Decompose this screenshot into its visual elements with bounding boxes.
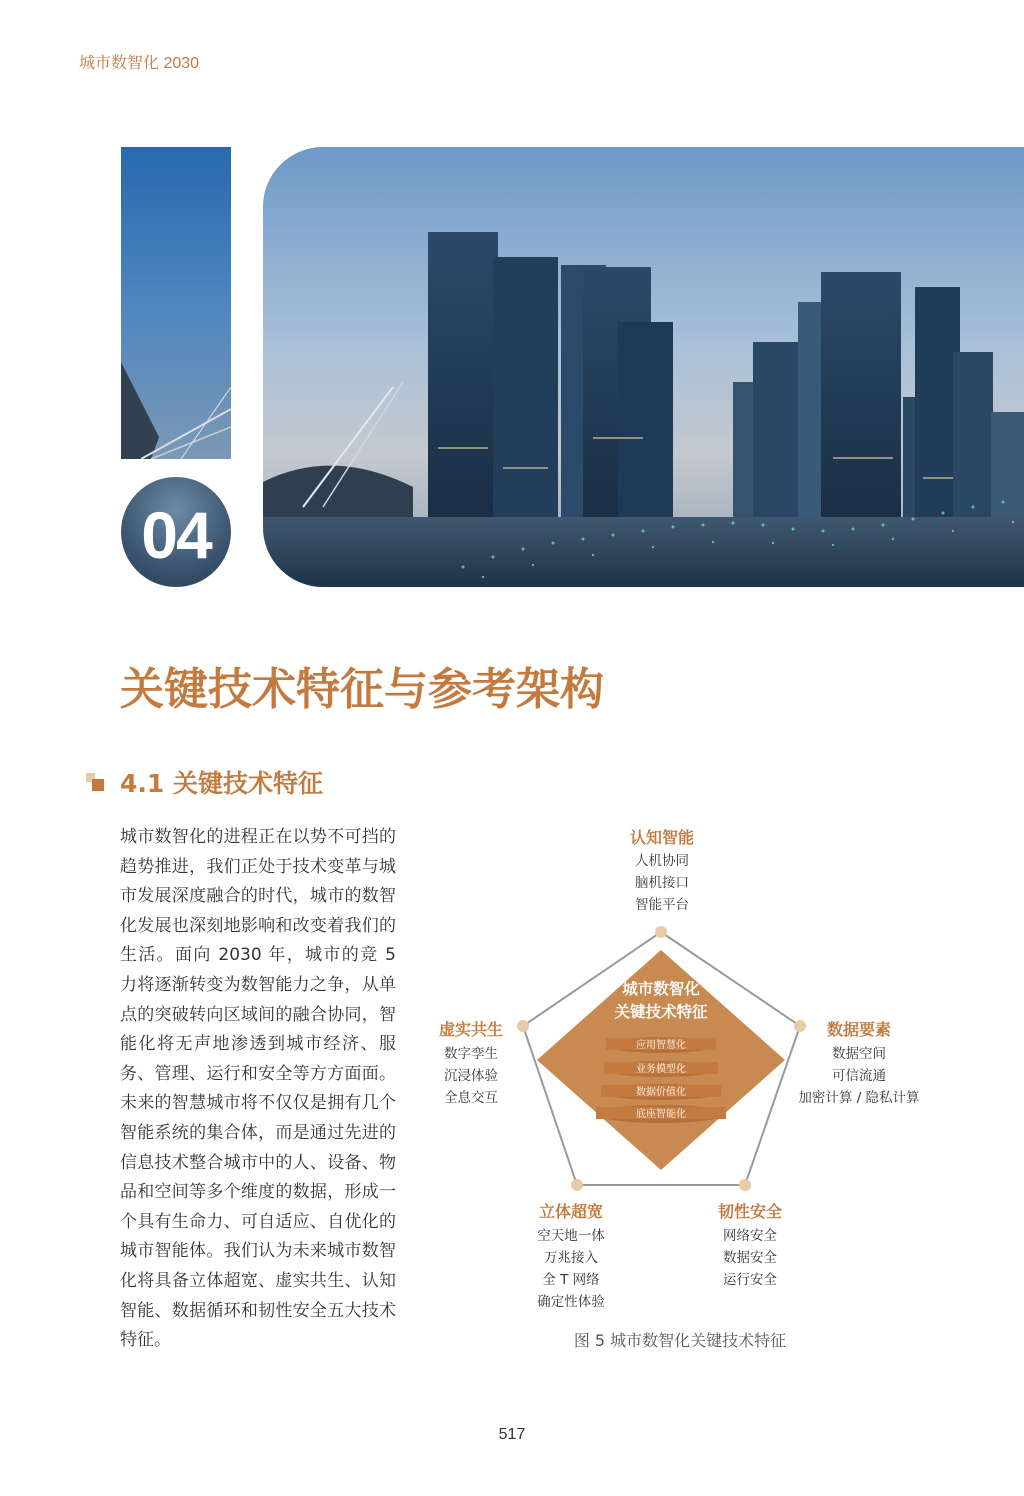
layer-label-4: 底座智能化 xyxy=(636,1109,686,1120)
node-bottom-right-item: 网络安全 xyxy=(723,1228,777,1244)
node-dot-left xyxy=(517,1020,529,1032)
node-bottom-left-item: 全 T 网络 xyxy=(542,1272,600,1288)
hero-image-strip xyxy=(121,147,231,459)
node-dot-bottom-right xyxy=(739,1179,751,1191)
node-top-item: 智能平台 xyxy=(635,897,689,913)
crane-silhouette xyxy=(121,147,231,459)
node-top-item: 脑机接口 xyxy=(635,875,689,891)
layer-label-1: 应用智慧化 xyxy=(636,1040,686,1051)
layer-label-2: 业务模型化 xyxy=(636,1064,686,1075)
node-right-title: 数据要素 xyxy=(826,1020,892,1039)
node-left-item: 全息交互 xyxy=(444,1090,498,1106)
node-right-item: 加密计算 / 隐私计算 xyxy=(798,1090,920,1106)
header-title: 城市数智化 2030 xyxy=(79,55,200,72)
node-bottom-right xyxy=(718,1202,782,1288)
layer-label-3: 数据价值化 xyxy=(636,1087,686,1098)
node-left xyxy=(439,1020,503,1106)
node-bottom-left-item: 空天地一体 xyxy=(537,1228,605,1244)
node-left-item: 沉浸体验 xyxy=(444,1068,498,1084)
node-bottom-left xyxy=(537,1202,605,1310)
chapter-number: 04 xyxy=(141,498,211,572)
skyline-illustration xyxy=(263,147,1024,587)
key-tech-features-diagram xyxy=(425,820,945,1330)
node-top-title: 认知智能 xyxy=(629,828,695,847)
node-bottom-right-title: 韧性安全 xyxy=(717,1202,783,1221)
section-title: 4.1 关键技术特征 xyxy=(120,769,323,798)
figure-caption: 图 5 城市数智化关键技术特征 xyxy=(573,1331,787,1350)
node-left-item: 数字孪生 xyxy=(444,1046,498,1062)
node-bottom-right-item: 数据安全 xyxy=(723,1250,777,1266)
center-title-line1: 城市数智化 xyxy=(622,980,700,998)
node-bottom-left-item: 确定性体验 xyxy=(537,1294,605,1310)
node-right-item: 数据空间 xyxy=(832,1046,886,1062)
node-dot-top xyxy=(655,926,667,938)
chapter-number-badge xyxy=(121,477,231,587)
section-square-icon xyxy=(86,773,108,793)
node-dot-right xyxy=(794,1020,806,1032)
body-paragraph: 城市数智化的进程正在以势不可挡的趋势推进，我们正处于技术变革与城市发展深度融合的时代，城市的数智化发展也深刻地影响和改变着我们的生活。面向 2030 年，城市的竞 5 力将逐渐转变为数智能力之争，从单点的突破转向区域间的融合协同，智能化将无声地渗透到城市经济、服务、管理、运行和安全等方方面面。未来的智慧城市将不仅仅是拥有几个智能系统的集合体，而是通过先进的信息技术整合城市中的人、设备、物品和空间等多个维度的数据，形成一个具有生命力、可自适应、自优化的城市智能体。我们认为未来城市数智化将具备立体超宽、虚实共生、认知智能、数据循环和韧性安全五大技术特征。 xyxy=(120,827,396,1351)
node-bottom-left-title: 立体超宽 xyxy=(538,1202,604,1221)
page-title: 关键技术特征与参考架构 xyxy=(120,664,604,715)
node-right-item: 可信流通 xyxy=(832,1068,886,1084)
node-bottom-left-item: 万兆接入 xyxy=(544,1250,598,1266)
center-title-line2: 关键技术特征 xyxy=(614,1003,708,1021)
node-dot-bottom-left xyxy=(571,1179,583,1191)
page-number: 517 xyxy=(498,1426,526,1443)
node-left-title: 虚实共生 xyxy=(438,1020,504,1039)
node-top xyxy=(630,828,694,913)
node-top-item: 人机协同 xyxy=(635,853,689,869)
hero-city-skyline-image xyxy=(263,147,1024,587)
node-right xyxy=(798,1020,919,1106)
node-bottom-right-item: 运行安全 xyxy=(723,1272,777,1288)
